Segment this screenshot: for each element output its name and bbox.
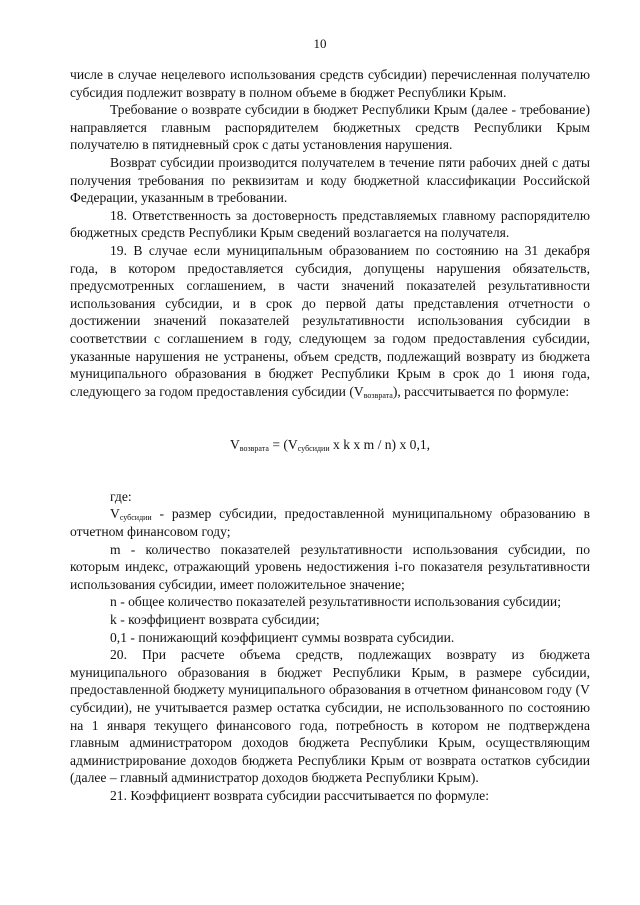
- document-body: [70, 66, 590, 805]
- paragraph-demand: Требование о возврате субсидии в бюджет Республики Крым (далее - требование) направляется главным распорядителем бюджетных средств Республики Крым получателю в пятидневный срок с даты установления нарушения.: [70, 102, 590, 153]
- definition-n: n - общее количество показателей результативности использования субсидии;: [110, 594, 561, 610]
- definition-coefficient: 0,1 - понижающий коэффициент суммы возврата субсидии.: [110, 629, 455, 645]
- paragraph-19: [70, 242, 590, 400]
- definition-v-sub: субсидии: [119, 513, 152, 523]
- paragraph-21: 21. Коэффициент возврата субсидии рассчитывается по формуле:: [110, 787, 489, 803]
- definition-k: k - коэффициент возврата субсидии;: [110, 612, 320, 628]
- return-formula: [70, 436, 590, 454]
- where-label: где:: [110, 488, 132, 504]
- definition-m: m - количество показателей результативности использования субсидии, по которым индекс, отражающий уровень недостижения i-го показателя результативности использования субсидии, имеет положительное значение;: [70, 541, 590, 592]
- definition-v-subsidy: [70, 505, 590, 540]
- paragraph-18: 18. Ответственность за достоверность представляемых главному распорядителю бюджетных средств Республики Крым сведений возлагается на получателя.: [70, 207, 590, 241]
- formula-rest: x k x m / n) x 0,1,: [329, 437, 431, 453]
- page-number: 10: [313, 36, 327, 51]
- paragraph-20: 20. При расчете объема средств, подлежащих возврату из бюджета муниципального образования в бюджет Республики Крым, в размере субсидии, предоставленной бюджету муниципального образования в отчетном финансовом году (V субсидии), не учитывается размер остатка субсидии, не использованного по состоянию на 1 января текущего финансового года, потребность в котором не подтверждена главным администратором доходов бюджета Республики Крым, осуществляющим администрирование доходов бюджета Республики Крым от возврата остатков субсидии (далее – главный администратор доходов бюджета Республики Крым).: [70, 647, 590, 786]
- definition-v-text: - размер субсидии, предоставленной муниципальному образованию в отчетном финансовом году;: [70, 506, 590, 540]
- definition-v: V: [110, 506, 120, 522]
- paragraph-continuation: числе в случае нецелевого использования средств субсидии) перечисленная получателю субсидия подлежит возврату в полном объеме в бюджет Республики Крым.: [70, 67, 590, 100]
- formula-sub-return: возврата: [239, 444, 269, 454]
- formula-v: V: [229, 437, 240, 453]
- paragraph-19-subscript: возврата: [363, 390, 393, 400]
- paragraph-refund: Возврат субсидии производится получателем в течение пяти рабочих дней с даты получения требования по реквизитам и коду бюджетной классификации Российской Федерации, указанным в требовании.: [70, 154, 590, 206]
- formula-sub-subsidy: субсидии: [297, 444, 330, 454]
- paragraph-19-end: ), рассчитывается по формуле:: [392, 383, 570, 399]
- formula-eq: = (V: [268, 437, 298, 453]
- paragraph-19-text: 19. В случае если муниципальным образованием по состоянию на 31 декабря года, в котором предоставляется субсидия, допущены нарушения обязательств, предусмотренных соглашением, в части значений показателей результативности использования субсидии, и в срок до первой даты представления отчетности о достижении значений показателей результативности использования субсидии в соответствии с соглашением в году, следующем за годом предоставления субсидии, указанные нарушения не устранены, объем средств, подлежащий возврату из бюджета муниципального образования в бюджет Республики Крым в срок до 1 июня года, следующего за годом предоставления субсидии (V: [70, 242, 590, 399]
